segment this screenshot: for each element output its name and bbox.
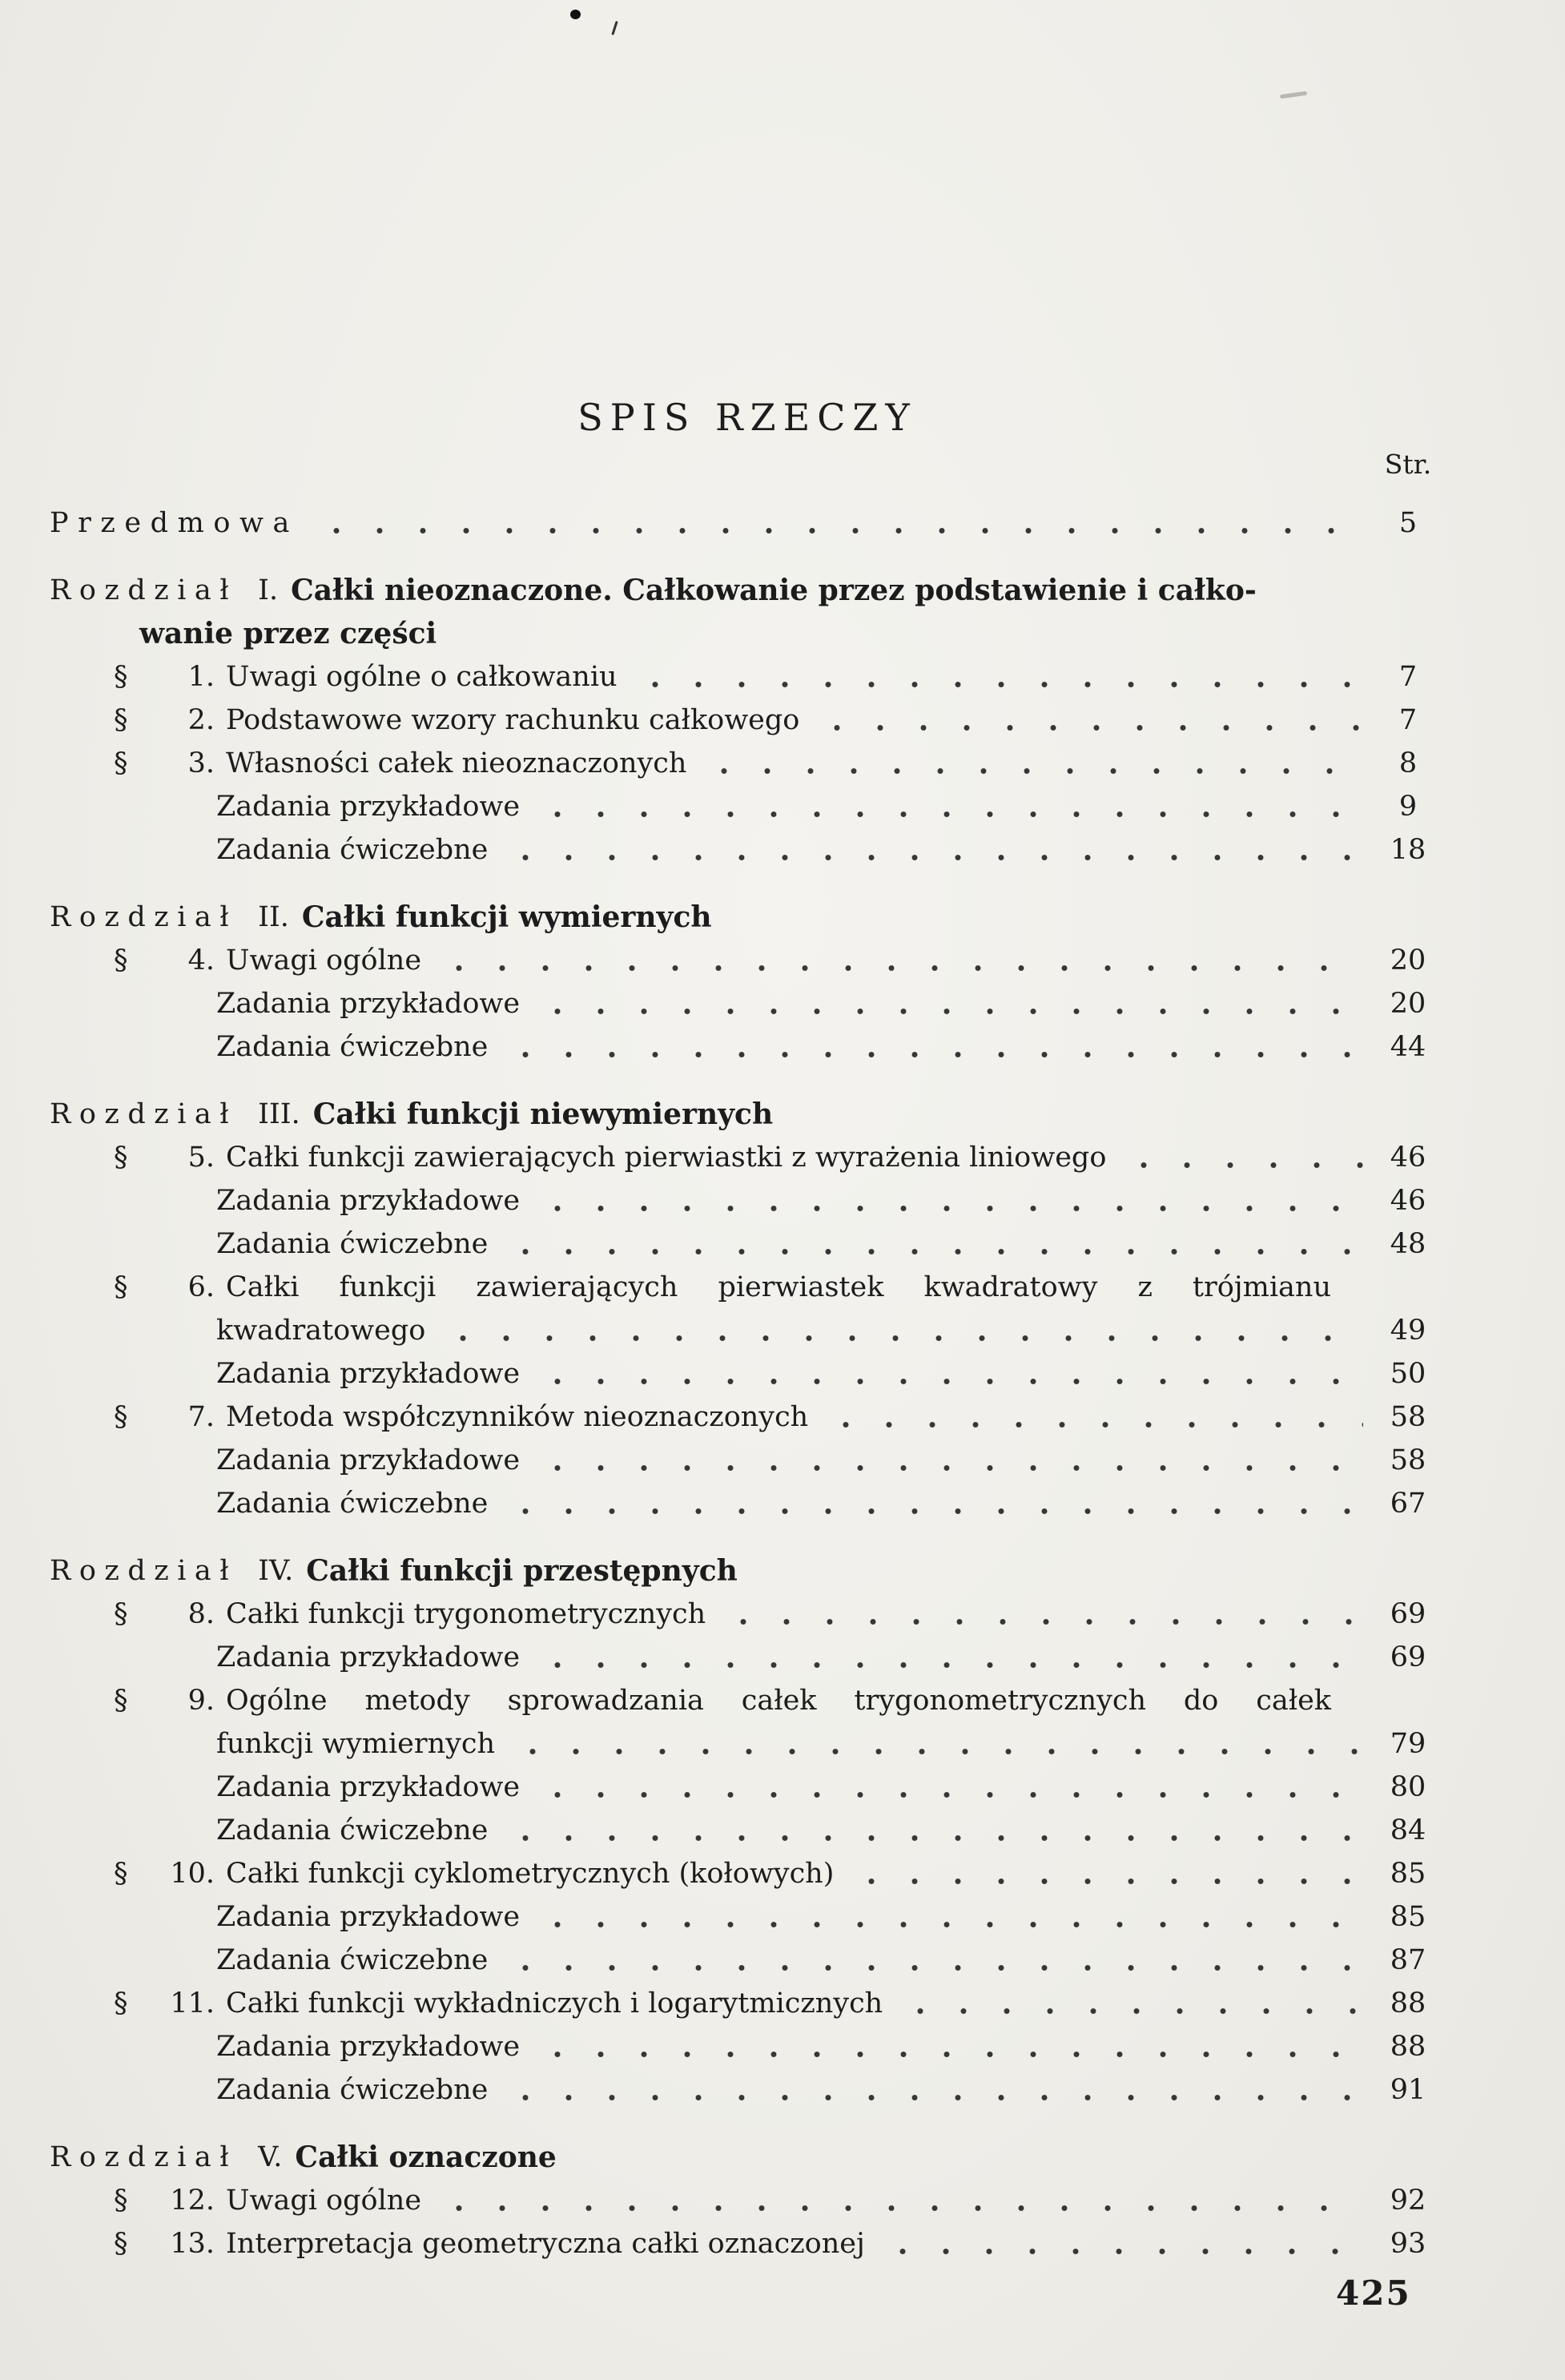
toc-row: [50, 828, 1445, 872]
toc-row: [50, 1766, 1445, 1809]
dot-leader: [536, 1464, 1363, 1472]
dot-leader: [536, 811, 1363, 818]
toc-row: [50, 1309, 1445, 1352]
page-column-header: Str.: [1384, 449, 1432, 480]
section-mark: §: [114, 747, 128, 779]
toc-row: [50, 1982, 1445, 2025]
entry-label: Zadania ćwiczebne: [216, 834, 489, 866]
entry-page-number: 48: [1390, 1228, 1426, 1260]
entry-label: Zadania przykładowe: [216, 988, 521, 1020]
toc-row: [50, 1352, 1445, 1395]
entry-label: Zadania przykładowe: [216, 1185, 521, 1217]
chapter-title: Całki funkcji wymiernych: [301, 900, 712, 934]
section-number: 4.: [187, 944, 215, 977]
section-mark: §: [114, 661, 128, 693]
entry-page-number: 84: [1390, 1814, 1426, 1846]
section-prefix: [114, 655, 215, 699]
chapter-word: Rozdział: [50, 901, 238, 933]
scan-speck: [1280, 91, 1307, 99]
toc-row: [50, 699, 1445, 742]
entry-label: Zadania ćwiczebne: [216, 1814, 489, 1846]
section-mark: §: [114, 1987, 128, 2020]
entry-label: Podstawowe wzory rachunku całkowego: [226, 704, 800, 736]
section-number: 7.: [187, 1401, 215, 1433]
section-number: 5.: [187, 1142, 215, 1174]
entry-page-number: 9: [1398, 791, 1418, 823]
section-prefix: [114, 699, 215, 742]
chapter-word: Rozdział: [50, 574, 238, 606]
chapter-word: Rozdział: [50, 1098, 238, 1130]
toc-row: [50, 1179, 1445, 1222]
toc-row: [50, 655, 1445, 699]
entry-page-number: 88: [1390, 2031, 1426, 2063]
toc-row: [50, 1136, 1445, 1179]
entry-label: Uwagi ogólne: [226, 2185, 422, 2217]
toc-row: [50, 2179, 1445, 2222]
dot-leader: [881, 2248, 1363, 2255]
entry-label: Zadania ćwiczebne: [216, 1031, 489, 1063]
entry-page-number: 50: [1390, 1358, 1426, 1390]
section-prefix: [114, 742, 215, 785]
section-number: 2.: [187, 704, 215, 736]
toc-row: [50, 1439, 1445, 1482]
chapter-word: Rozdział: [50, 1555, 238, 1587]
entry-label: Całki funkcji zawierających pierwiastki z wyrażenia liniowego: [226, 1142, 1107, 1174]
dot-leader: [634, 681, 1363, 688]
entry-label: funkcji wymiernych: [216, 1728, 496, 1760]
entry-label: Zadania przykładowe: [216, 1901, 521, 1933]
toc-row: [50, 1093, 1445, 1136]
section-prefix: [114, 1593, 215, 1636]
chapter-title: Całki nieoznaczone. Całkowanie przez podstawienie i całko-: [291, 574, 1257, 607]
section-prefix: [114, 1679, 215, 1722]
chapter-numeral: II.: [258, 901, 289, 933]
entry-label: Zadania przykładowe: [216, 2031, 521, 2063]
chapter-numeral: IV.: [258, 1555, 294, 1587]
entry-page-number: 69: [1390, 1598, 1426, 1630]
dot-leader: [536, 1661, 1363, 1669]
section-number: 3.: [187, 747, 215, 779]
entry-page-number: 85: [1390, 1858, 1426, 1890]
chapter-title: Całki oznaczone: [295, 2140, 557, 2174]
entry-label: Ogólne metody sprowadzania całek trygonometrycznych do całek: [226, 1685, 1331, 1717]
section-number: 1.: [187, 661, 215, 693]
entry-label: Metoda współczynników nieoznaczonych: [226, 1401, 809, 1433]
toc-row: [50, 1722, 1445, 1766]
page-title: SPIS RZECZY: [577, 396, 917, 439]
entry-label: Całki funkcji cyklometrycznych (kołowych): [226, 1858, 835, 1890]
entry-page-number: 67: [1390, 1488, 1426, 1520]
section-prefix: [114, 2179, 215, 2222]
entry-page-number: 80: [1390, 1771, 1426, 1803]
entry-label: Zadania ćwiczebne: [216, 1228, 489, 1260]
section-number: 10.: [170, 1858, 215, 1890]
entry-page-number: 7: [1398, 661, 1418, 693]
toc-list: [50, 501, 1445, 2265]
dot-leader: [536, 1791, 1363, 1798]
dot-leader: [504, 1508, 1363, 1515]
toc-row: [50, 1679, 1445, 1722]
toc-row: [50, 1549, 1445, 1593]
dot-leader: [504, 1834, 1363, 1842]
toc-row: [50, 1809, 1445, 1852]
section-prefix: [114, 2222, 215, 2265]
toc-row: [50, 569, 1445, 612]
section-prefix: [114, 1982, 215, 2025]
section-number: 9.: [187, 1685, 215, 1717]
section-mark: §: [114, 704, 128, 736]
toc-row: [50, 612, 1445, 655]
dot-leader: [504, 1248, 1363, 1255]
entry-page-number: 46: [1390, 1142, 1426, 1174]
toc-row: [50, 1025, 1445, 1069]
entry-label: Zadania przykładowe: [216, 1771, 521, 1803]
entry-page-number: 87: [1390, 1944, 1426, 1976]
entry-label: Zadania przykładowe: [216, 791, 521, 823]
entry-page-number: 20: [1390, 988, 1426, 1020]
entry-label: Całki funkcji wykładniczych i logarytmicznych: [226, 1987, 883, 2020]
dot-leader: [536, 1008, 1363, 1015]
entry-label: Zadania przykładowe: [216, 1641, 521, 1673]
entry-label: Zadania ćwiczebne: [216, 1488, 489, 1520]
entry-label: Całki funkcji trygonometrycznych: [226, 1598, 706, 1630]
entry-page-number: 44: [1390, 1031, 1426, 1063]
entry-label: Zadania przykładowe: [216, 1444, 521, 1476]
section-mark: §: [114, 2228, 128, 2260]
chapter-title-continuation: wanie przez części: [139, 617, 437, 650]
dot-leader: [441, 1335, 1363, 1342]
section-mark: §: [114, 2185, 128, 2217]
dot-leader: [702, 767, 1363, 775]
entry-label: Całki funkcji zawierających pierwiastek kwadratowy z trójmianu: [226, 1271, 1331, 1303]
toc-row: [50, 1939, 1445, 1982]
dot-leader: [824, 1421, 1363, 1428]
section-number: 12.: [170, 2185, 215, 2217]
entry-page-number: 88: [1390, 1987, 1426, 2020]
entry-page-number: 93: [1390, 2228, 1426, 2260]
dot-leader: [815, 724, 1363, 731]
toc-row: [50, 1593, 1445, 1636]
entry-page-number: 79: [1390, 1728, 1426, 1760]
chapter-numeral: V.: [258, 2141, 283, 2173]
toc-row: [50, 896, 1445, 939]
toc-row: [50, 1482, 1445, 1525]
dot-leader: [504, 2094, 1363, 2101]
entry-page-number: 5: [1398, 507, 1418, 539]
entry-label: Zadania ćwiczebne: [216, 1944, 489, 1976]
dot-leader: [504, 854, 1363, 861]
toc-row: [50, 2222, 1445, 2265]
book-page-number: 425: [1336, 2273, 1411, 2313]
entry-page-number: 58: [1390, 1444, 1426, 1476]
toc-row: [50, 742, 1445, 785]
toc-row: [50, 1636, 1445, 1679]
scan-speck: [570, 10, 581, 19]
entry-page-number: 69: [1390, 1641, 1426, 1673]
chapter-numeral: I.: [258, 574, 279, 606]
dot-leader: [536, 1205, 1363, 1212]
entry-page-number: 85: [1390, 1901, 1426, 1933]
entry-label: Własności całek nieoznaczonych: [226, 747, 687, 779]
dot-leader: [536, 1378, 1363, 1385]
entry-page-number: 8: [1398, 747, 1418, 779]
dot-leader: [437, 2205, 1363, 2212]
entry-page-number: 58: [1390, 1401, 1426, 1433]
toc-row: [50, 2068, 1445, 2112]
entry-label: kwadratowego: [216, 1315, 426, 1347]
entry-label: Interpretacja geometryczna całki oznaczonej: [226, 2228, 865, 2260]
entry-label: Zadania ćwiczebne: [216, 2074, 489, 2106]
toc-row: [50, 2025, 1445, 2068]
section-number: 11.: [170, 1987, 215, 2020]
toc-row: [50, 785, 1445, 828]
toc-row: [50, 1852, 1445, 1895]
toc-row: [50, 982, 1445, 1025]
entry-page-number: 46: [1390, 1185, 1426, 1217]
section-prefix: [114, 1136, 215, 1179]
toc-row: [50, 1395, 1445, 1439]
entry-page-number: 20: [1390, 944, 1426, 977]
scan-speck: [611, 21, 618, 35]
section-prefix: [114, 1395, 215, 1439]
section-mark: §: [114, 1271, 128, 1303]
chapter-title: Całki funkcji przestępnych: [306, 1554, 738, 1588]
dot-leader: [899, 2007, 1363, 2015]
dot-leader: [511, 1748, 1363, 1755]
toc-row: [50, 501, 1445, 545]
column-header-row: [50, 447, 1445, 482]
toc-row: [50, 939, 1445, 982]
toc-row: [50, 1266, 1445, 1309]
section-mark: §: [114, 1401, 128, 1433]
dot-leader: [504, 1964, 1363, 1971]
section-mark: §: [114, 1685, 128, 1717]
chapter-title: Całki funkcji niewymiernych: [312, 1097, 774, 1131]
dot-leader: [1122, 1162, 1363, 1169]
dot-leader: [536, 2051, 1363, 2058]
entry-label: Przedmowa: [50, 507, 299, 539]
dot-leader: [437, 964, 1363, 972]
dot-leader: [504, 1051, 1363, 1058]
section-prefix: [114, 1266, 215, 1309]
entry-page-number: 91: [1390, 2074, 1426, 2106]
entry-label: Uwagi ogólne: [226, 944, 422, 977]
section-mark: §: [114, 1858, 128, 1890]
entry-label: Zadania przykładowe: [216, 1358, 521, 1390]
section-prefix: [114, 1852, 215, 1895]
dot-leader: [722, 1618, 1363, 1625]
chapter-numeral: III.: [258, 1098, 300, 1130]
entry-page-number: 7: [1398, 704, 1418, 736]
section-mark: §: [114, 1142, 128, 1174]
dot-leader: [850, 1878, 1363, 1885]
section-mark: §: [114, 944, 128, 977]
entry-label: Uwagi ogólne o całkowaniu: [226, 661, 618, 693]
section-number: 6.: [187, 1271, 215, 1303]
entry-page-number: 49: [1390, 1315, 1426, 1347]
section-number: 8.: [187, 1598, 215, 1630]
dot-leader: [536, 1921, 1363, 1928]
toc-row: [50, 2136, 1445, 2179]
section-mark: §: [114, 1598, 128, 1630]
section-number: 13.: [170, 2228, 215, 2260]
section-prefix: [114, 939, 215, 982]
entry-page-number: 18: [1390, 834, 1426, 866]
toc-row: [50, 1895, 1445, 1939]
toc-row: [50, 1222, 1445, 1266]
chapter-word: Rozdział: [50, 2141, 238, 2173]
dot-leader: [315, 527, 1363, 534]
entry-page-number: 92: [1390, 2185, 1426, 2217]
